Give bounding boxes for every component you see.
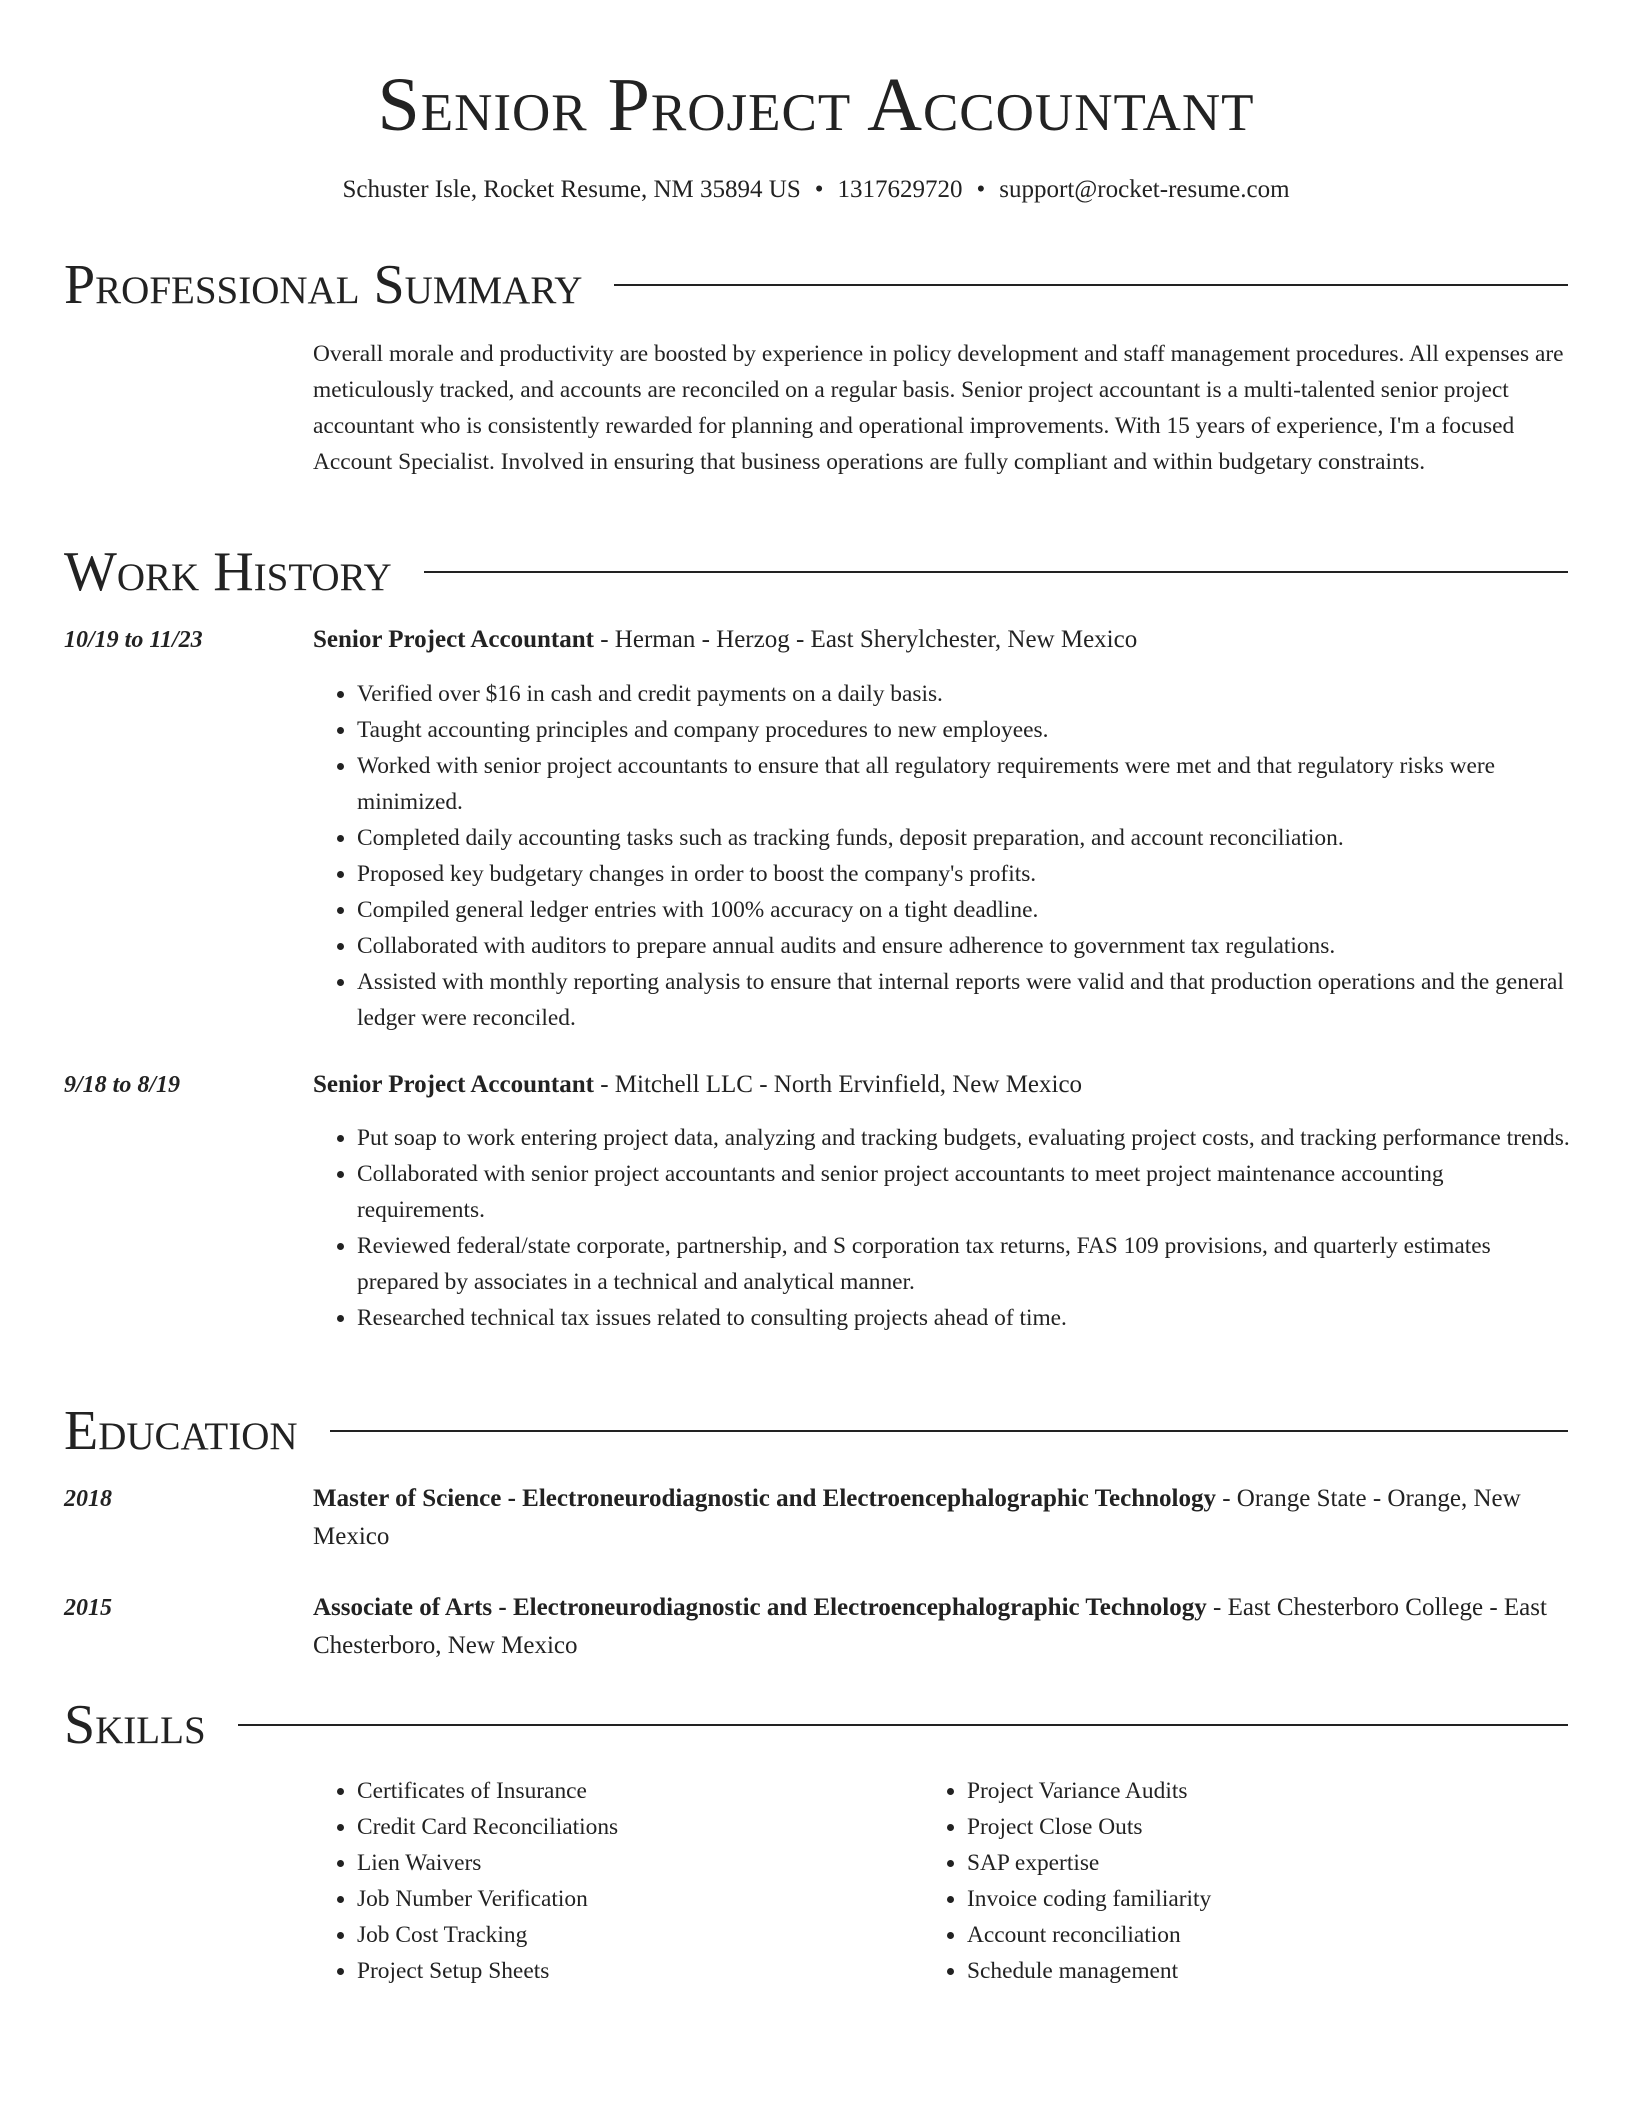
- job-details: - Herman - Herzog - East Sherylchester, New Mexico: [593, 626, 1138, 653]
- education-entry: [313, 1480, 1571, 1556]
- education-entry: [313, 1589, 1571, 1665]
- list-item: • Reviewed federal/state corporate, partnership, and S corporation tax returns, FAS 109 provisions, and quarterly estimates prepared by associates in a technical and analytical manner.: [357, 1228, 1571, 1300]
- job-dates: 9/18 to 8/19: [64, 1072, 181, 1098]
- list-item: • Taught accounting principles and company procedures to new employees.: [357, 712, 1571, 748]
- skills-section-title: Skills: [64, 1694, 206, 1756]
- list-item: • Completed daily accounting tasks such as tracking funds, deposit preparation, and account reconciliation.: [357, 820, 1571, 856]
- education-year: 2018: [64, 1486, 112, 1512]
- skill-item: • SAP expertise: [967, 1845, 1563, 1881]
- summary-section-title: Professional Summary: [64, 254, 583, 316]
- job-title-line: [313, 621, 1571, 659]
- contact-separator: •: [976, 176, 986, 203]
- section-divider: [330, 1430, 1568, 1432]
- skills-list-right: [923, 1773, 1563, 1989]
- education-degree: Master of Science - Electroneurodiagnostic and Electroencephalographic Technology: [313, 1485, 1216, 1512]
- contact-email: support@rocket-resume.com: [999, 176, 1290, 203]
- education-degree: Associate of Arts - Electroneurodiagnostic and Electroencephalographic Technology: [313, 1594, 1207, 1621]
- education-section-header: [64, 1396, 1568, 1466]
- education-section-title: Education: [64, 1400, 298, 1462]
- work-section-header: [64, 537, 1568, 607]
- resume-name: Senior Project Accountant: [377, 63, 1255, 147]
- list-item: • Put soap to work entering project data, analyzing and tracking budgets, evaluating project costs, and tracking performance trends.: [357, 1120, 1571, 1156]
- job-title-line: [313, 1066, 1571, 1104]
- job-bullets: [313, 676, 1571, 1036]
- skill-item: • Credit Card Reconciliations: [357, 1809, 913, 1845]
- section-divider: [424, 571, 1568, 573]
- skills-list-left: [313, 1773, 913, 1989]
- skill-item: • Job Cost Tracking: [357, 1917, 913, 1953]
- skill-item: • Project Variance Audits: [967, 1773, 1563, 1809]
- skills-section-header: [64, 1690, 1568, 1760]
- skill-item: • Certificates of Insurance: [357, 1773, 913, 1809]
- summary-text: Overall morale and productivity are boosted by experience in policy development and staff management procedures. All expenses are meticulously tracked, and accounts are reconciled on a regular basis. Senior project accountant is a multi-talented senior project accountant who is consistently rewarded for planning and operational improvements. With 15 years of experience, I'm a focused Account Specialist. Involved in ensuring that business operations are fully compliant and within budgetary constraints.: [313, 341, 1564, 475]
- education-details: - East Chesterboro College - East Chesterboro, New Mexico: [313, 1594, 1547, 1659]
- skill-item: • Job Number Verification: [357, 1881, 913, 1917]
- list-item: • Worked with senior project accountants to ensure that all regulatory requirements were met and that regulatory risks were minimized.: [357, 748, 1571, 820]
- job-title: Senior Project Accountant: [313, 1071, 594, 1098]
- list-item: • Collaborated with auditors to prepare annual audits and ensure adherence to government tax regulations.: [357, 928, 1571, 964]
- summary-section-header: [64, 250, 1568, 320]
- list-item: • Researched technical tax issues related to consulting projects ahead of time.: [357, 1300, 1571, 1336]
- list-item: • Assisted with monthly reporting analysis to ensure that internal reports were valid and that production operations and the general ledger were reconciled.: [357, 964, 1571, 1036]
- education-year: 2015: [64, 1595, 112, 1621]
- job-title: Senior Project Accountant: [313, 626, 594, 653]
- contact-line: [0, 174, 1632, 206]
- list-item: • Collaborated with senior project accountants and senior project accountants to meet project maintenance accounting requirements.: [357, 1156, 1571, 1228]
- list-item: • Proposed key budgetary changes in order to boost the company's profits.: [357, 856, 1571, 892]
- skill-item: • Schedule management: [967, 1953, 1563, 1989]
- skill-item: • Project Close Outs: [967, 1809, 1563, 1845]
- contact-phone: 1317629720: [837, 176, 963, 203]
- education-details: - Orange State - Orange, New Mexico: [313, 1485, 1521, 1550]
- job-dates: 10/19 to 11/23: [64, 627, 203, 653]
- job-details: - Mitchell LLC - North Ervinfield, New Mexico: [593, 1071, 1083, 1098]
- job-bullets: [313, 1120, 1571, 1336]
- contact-separator: •: [814, 176, 824, 203]
- section-divider: [238, 1724, 1568, 1726]
- work-section-title: Work History: [64, 541, 392, 603]
- list-item: • Compiled general ledger entries with 100% accuracy on a tight deadline.: [357, 892, 1571, 928]
- section-divider: [614, 284, 1568, 286]
- skill-item: • Lien Waivers: [357, 1845, 913, 1881]
- skill-item: • Account reconciliation: [967, 1917, 1563, 1953]
- skill-item: • Project Setup Sheets: [357, 1953, 913, 1989]
- contact-address: Schuster Isle, Rocket Resume, NM 35894 US: [342, 176, 801, 203]
- skill-item: • Invoice coding familiarity: [967, 1881, 1563, 1917]
- list-item: • Verified over $16 in cash and credit payments on a daily basis.: [357, 676, 1571, 712]
